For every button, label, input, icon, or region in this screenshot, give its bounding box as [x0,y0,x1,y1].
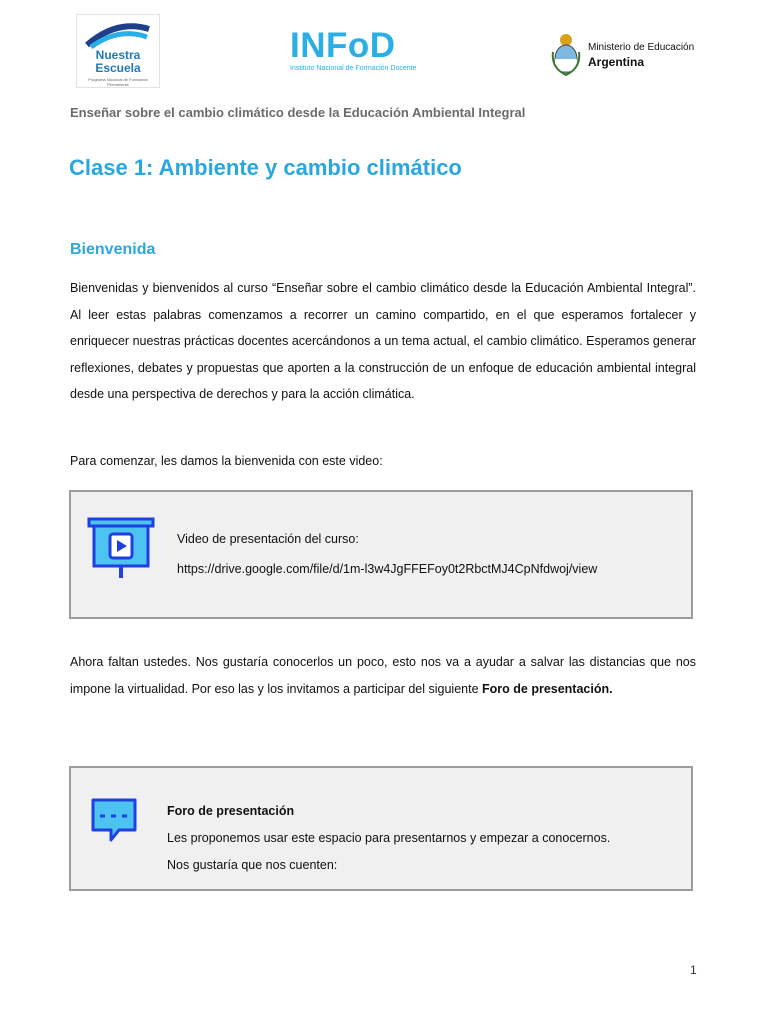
infod-logo [290,28,416,72]
nuestra-escuela-tagline: Programa Nacional de Formación Permanente [88,77,148,87]
ministerio-logo [551,32,711,82]
chat-bubble-icon [89,796,139,844]
intro-video-paragraph: Para comenzar, les damos la bienvenida con este video: [70,454,383,468]
forum-line1: Les proponemos usar este espacio para presentarnos y empezar a conocernos. [167,831,611,845]
presentation-video-icon [87,516,155,582]
page-number: 1 [690,963,697,977]
ministerio-line2: Argentina [588,55,645,69]
welcome-paragraph: Bienvenidas y bienvenidos al curso “Enseñar sobre el cambio climático desde la Educación Ambiental Integral”. Al leer estas palabras comenzamos a recorrer un camino compartido, en el que esperamos fortalecer y enriquecer nuestras prácticas docentes acercándonos a un tema actual, el cambio climático. Esperamos generar reflexiones, debates y propuestas que aporten a la construcción de un enfoque de educación ambiental integral desde una perspectiva de derechos y para la acción climática. [70,281,696,402]
video-label: Video de presentación del curso: [177,532,359,546]
forum-invite-paragraph [70,649,696,702]
course-title: Enseñar sobre el cambio climático desde la Educación Ambiental Integral [70,105,526,120]
nuestra-escuela-line1: Nuestra [95,48,141,62]
nuestra-escuela-logo [76,14,160,88]
video-box [69,490,693,619]
forum-title: Foro de presentación [167,804,295,818]
infod-title: INFoD [290,26,396,65]
argentina-coat-of-arms-icon [551,32,581,76]
section-title: Bienvenida [70,241,156,258]
video-link[interactable]: https://drive.google.com/file/d/1m-l3w4JgFFEFoy0t2RbctMJ4CpNfdwoj/view [177,562,598,576]
infod-subtitle: Instituto Nacional de Formación Docente [290,65,417,72]
clase-title: Clase 1: Ambiente y cambio climático [69,155,462,180]
nuestra-escuela-arcs-icon [77,15,159,49]
forum-line2: Nos gustaría que nos cuenten: [167,858,338,872]
forum-invite-link[interactable]: Foro de presentación. [482,681,613,696]
nuestra-escuela-line2: Escuela [95,61,141,75]
forum-invite-text: Ahora faltan ustedes. Nos gustaría conocerlos un poco, esto nos va a ayudar a salvar las distancias que nos impone la virtualidad. Por eso las y los invitamos a participar del siguiente [70,655,696,696]
forum-box [69,766,693,891]
page-header [0,12,768,92]
ministerio-line1: Ministerio de Educación [588,42,695,53]
